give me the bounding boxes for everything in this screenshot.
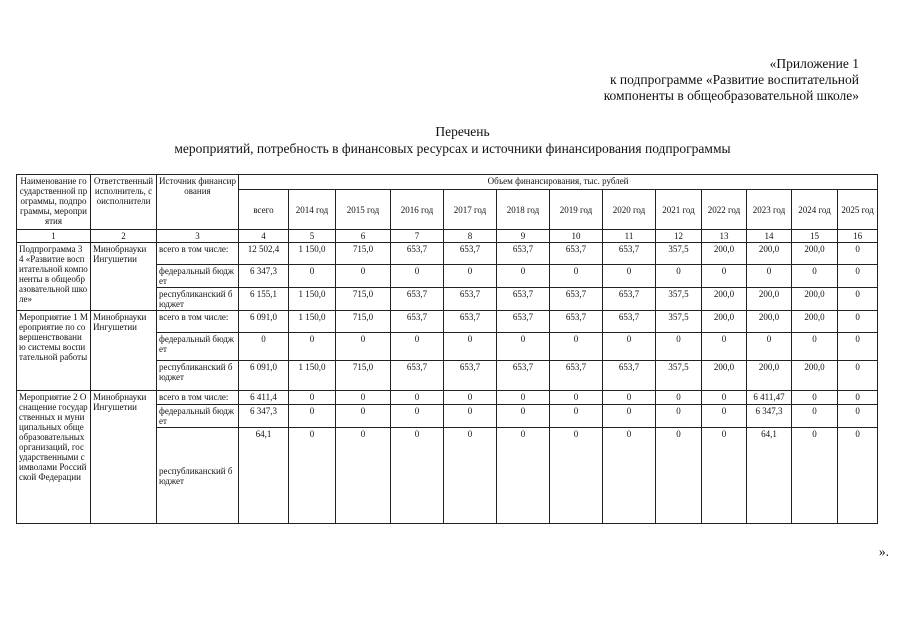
- column-number: 14: [747, 230, 792, 243]
- year-value: 0: [444, 391, 497, 405]
- appendix-header: [479, 56, 859, 104]
- document-title: [0, 123, 905, 157]
- year-value: 200,0: [702, 361, 747, 391]
- year-value: 1 150,0: [289, 361, 336, 391]
- column-number: 15: [792, 230, 838, 243]
- year-value: 0: [702, 265, 747, 288]
- year-value: 0: [497, 333, 550, 361]
- year-value: 0: [550, 405, 603, 428]
- column-number-row: [17, 230, 878, 243]
- year-value: 0: [497, 391, 550, 405]
- header-year: 2014 год: [289, 190, 336, 230]
- header-name: Наименование государственной программы, подпрограммы, мероприятия: [17, 175, 91, 230]
- column-number: 1: [17, 230, 91, 243]
- year-value: 0: [838, 405, 878, 428]
- year-value: 0: [747, 265, 792, 288]
- year-value: 0: [603, 333, 656, 361]
- year-value: 653,7: [391, 243, 444, 265]
- year-value: 0: [656, 265, 702, 288]
- year-value: 0: [336, 405, 391, 428]
- total-value: 6 091,0: [239, 361, 289, 391]
- year-value: 653,7: [550, 361, 603, 391]
- header-source: Источник финансирования: [157, 175, 239, 230]
- year-value: 1 150,0: [289, 243, 336, 265]
- header-year: 2022 год: [702, 190, 747, 230]
- total-value: 6 091,0: [239, 311, 289, 333]
- year-value: 200,0: [792, 243, 838, 265]
- year-value: 715,0: [336, 361, 391, 391]
- total-value: 6 347,3: [239, 405, 289, 428]
- year-value: 653,7: [444, 361, 497, 391]
- year-value: 0: [792, 428, 838, 524]
- year-value: 200,0: [792, 361, 838, 391]
- year-value: 0: [444, 428, 497, 524]
- year-value: 653,7: [603, 288, 656, 311]
- header-year: 2025 год: [838, 190, 878, 230]
- year-value: 200,0: [702, 288, 747, 311]
- year-value: 200,0: [747, 361, 792, 391]
- year-value: 0: [336, 428, 391, 524]
- year-value: 200,0: [702, 243, 747, 265]
- column-number: 8: [444, 230, 497, 243]
- measure-name: Мероприятие 1 Мероприятие по совершенствованию системы воспитательной работы: [17, 311, 91, 391]
- year-value: 0: [838, 265, 878, 288]
- funding-source: федеральный бюджет: [157, 405, 239, 428]
- year-value: 0: [747, 333, 792, 361]
- column-number: 10: [550, 230, 603, 243]
- column-number: 3: [157, 230, 239, 243]
- year-value: 653,7: [603, 361, 656, 391]
- year-value: 0: [656, 333, 702, 361]
- header-year: 2018 год: [497, 190, 550, 230]
- header-year: 2023 год: [747, 190, 792, 230]
- year-value: 6 411,47: [747, 391, 792, 405]
- column-number: 12: [656, 230, 702, 243]
- year-value: 0: [391, 428, 444, 524]
- total-value: 6 155,1: [239, 288, 289, 311]
- year-value: 0: [603, 391, 656, 405]
- header-volume: Объем финансирования, тыс. рублей: [239, 175, 878, 190]
- table-row: [17, 311, 878, 333]
- year-value: 0: [792, 265, 838, 288]
- year-value: 0: [289, 391, 336, 405]
- year-value: 0: [550, 265, 603, 288]
- header-year: 2019 год: [550, 190, 603, 230]
- total-value: 6 347,3: [239, 265, 289, 288]
- header-year: 2021 год: [656, 190, 702, 230]
- financing-table: [16, 174, 878, 524]
- year-value: 200,0: [792, 288, 838, 311]
- year-value: 0: [656, 428, 702, 524]
- year-value: 0: [603, 405, 656, 428]
- year-value: 653,7: [550, 288, 603, 311]
- table-row: [17, 243, 878, 265]
- executor: Минобрнауки Ингушетии: [91, 311, 157, 391]
- funding-source: федеральный бюджет: [157, 265, 239, 288]
- year-value: 0: [792, 405, 838, 428]
- year-value: 200,0: [792, 311, 838, 333]
- year-value: 200,0: [747, 311, 792, 333]
- year-value: 653,7: [391, 361, 444, 391]
- appendix-line-3: компоненты в общеобразовательной школе»: [603, 88, 859, 103]
- executor: Минобрнауки Ингушетии: [91, 243, 157, 311]
- header-total: всего: [239, 190, 289, 230]
- measure-name: Мероприятие 2 Оснащение государственных и муниципальных общеобразовательных организаций, государственными символами Российской Федерации: [17, 391, 91, 524]
- funding-source: республиканский бюджет: [157, 428, 239, 524]
- year-value: 0: [289, 265, 336, 288]
- header-row-1: [17, 175, 878, 190]
- year-value: 653,7: [391, 288, 444, 311]
- measure-name: Подпрограмма 3 4 «Развитие воспитательной компоненты в общеобразовательной школе»: [17, 243, 91, 311]
- year-value: 653,7: [444, 311, 497, 333]
- funding-source: всего в том числе:: [157, 311, 239, 333]
- year-value: 357,5: [656, 311, 702, 333]
- column-number: 16: [838, 230, 878, 243]
- year-value: 653,7: [550, 243, 603, 265]
- table-row: [17, 391, 878, 405]
- year-value: 653,7: [497, 311, 550, 333]
- year-value: 0: [550, 391, 603, 405]
- closing-quote: ».: [878, 544, 889, 559]
- year-value: 0: [289, 405, 336, 428]
- funding-source: всего в том числе:: [157, 243, 239, 265]
- year-value: 0: [391, 405, 444, 428]
- table-body: [17, 243, 878, 524]
- year-value: 0: [497, 265, 550, 288]
- year-value: 357,5: [656, 243, 702, 265]
- year-value: 6 347,3: [747, 405, 792, 428]
- header-year: 2015 год: [336, 190, 391, 230]
- appendix-line-1: «Приложение 1: [769, 56, 859, 71]
- year-value: 0: [656, 391, 702, 405]
- year-value: 0: [838, 243, 878, 265]
- year-value: 0: [289, 428, 336, 524]
- year-value: 1 150,0: [289, 311, 336, 333]
- year-value: 715,0: [336, 288, 391, 311]
- funding-source: всего в том числе:: [157, 391, 239, 405]
- year-value: 0: [838, 311, 878, 333]
- year-value: 0: [838, 288, 878, 311]
- year-value: 653,7: [444, 243, 497, 265]
- column-number: 4: [239, 230, 289, 243]
- year-value: 0: [336, 265, 391, 288]
- year-value: 653,7: [603, 311, 656, 333]
- year-value: 0: [444, 333, 497, 361]
- year-value: 0: [444, 265, 497, 288]
- year-value: 357,5: [656, 288, 702, 311]
- year-value: 0: [792, 391, 838, 405]
- total-value: 12 502,4: [239, 243, 289, 265]
- executor: Минобрнауки Ингушетии: [91, 391, 157, 524]
- column-number: 6: [336, 230, 391, 243]
- header-executor: Ответственный исполнитель, соисполнители: [91, 175, 157, 230]
- year-value: 0: [497, 405, 550, 428]
- year-value: 0: [289, 333, 336, 361]
- total-value: 64,1: [239, 428, 289, 524]
- year-value: 653,7: [550, 311, 603, 333]
- year-value: 1 150,0: [289, 288, 336, 311]
- year-value: 0: [792, 333, 838, 361]
- year-value: 0: [391, 265, 444, 288]
- year-value: 0: [550, 428, 603, 524]
- year-value: 0: [702, 428, 747, 524]
- year-value: 0: [838, 391, 878, 405]
- title-line-2: мероприятий, потребность в финансовых ресурсах и источники финансирования подпрограммы: [174, 141, 731, 156]
- title-line-1: Перечень: [435, 124, 490, 139]
- header-year: 2016 год: [391, 190, 444, 230]
- year-value: 200,0: [702, 311, 747, 333]
- column-number: 5: [289, 230, 336, 243]
- year-value: 0: [603, 428, 656, 524]
- year-value: 0: [550, 333, 603, 361]
- year-value: 0: [838, 333, 878, 361]
- year-value: 0: [838, 361, 878, 391]
- year-value: 0: [336, 333, 391, 361]
- column-number: 7: [391, 230, 444, 243]
- funding-source: федеральный бюджет: [157, 333, 239, 361]
- year-value: 653,7: [444, 288, 497, 311]
- year-value: 715,0: [336, 243, 391, 265]
- total-value: 0: [239, 333, 289, 361]
- funding-source: республиканский бюджет: [157, 288, 239, 311]
- year-value: 653,7: [603, 243, 656, 265]
- year-value: 0: [702, 405, 747, 428]
- header-year: 2017 год: [444, 190, 497, 230]
- year-value: 0: [391, 391, 444, 405]
- column-number: 13: [702, 230, 747, 243]
- year-value: 653,7: [497, 361, 550, 391]
- year-value: 0: [391, 333, 444, 361]
- year-value: 653,7: [497, 288, 550, 311]
- column-number: 2: [91, 230, 157, 243]
- year-value: 653,7: [391, 311, 444, 333]
- column-number: 11: [603, 230, 656, 243]
- header-year: 2020 год: [603, 190, 656, 230]
- column-number: 9: [497, 230, 550, 243]
- year-value: 357,5: [656, 361, 702, 391]
- year-value: 715,0: [336, 311, 391, 333]
- header-year: 2024 год: [792, 190, 838, 230]
- year-value: 0: [444, 405, 497, 428]
- year-value: 0: [702, 391, 747, 405]
- total-value: 6 411,4: [239, 391, 289, 405]
- appendix-line-2: к подпрограмме «Развитие воспитательной: [609, 72, 859, 87]
- year-value: 200,0: [747, 288, 792, 311]
- year-value: 0: [336, 391, 391, 405]
- year-value: 0: [838, 428, 878, 524]
- year-value: 0: [497, 428, 550, 524]
- year-value: 0: [702, 333, 747, 361]
- year-value: 0: [603, 265, 656, 288]
- year-value: 64,1: [747, 428, 792, 524]
- year-value: 0: [656, 405, 702, 428]
- year-value: 200,0: [747, 243, 792, 265]
- funding-source: республиканский бюджет: [157, 361, 239, 391]
- year-value: 653,7: [497, 243, 550, 265]
